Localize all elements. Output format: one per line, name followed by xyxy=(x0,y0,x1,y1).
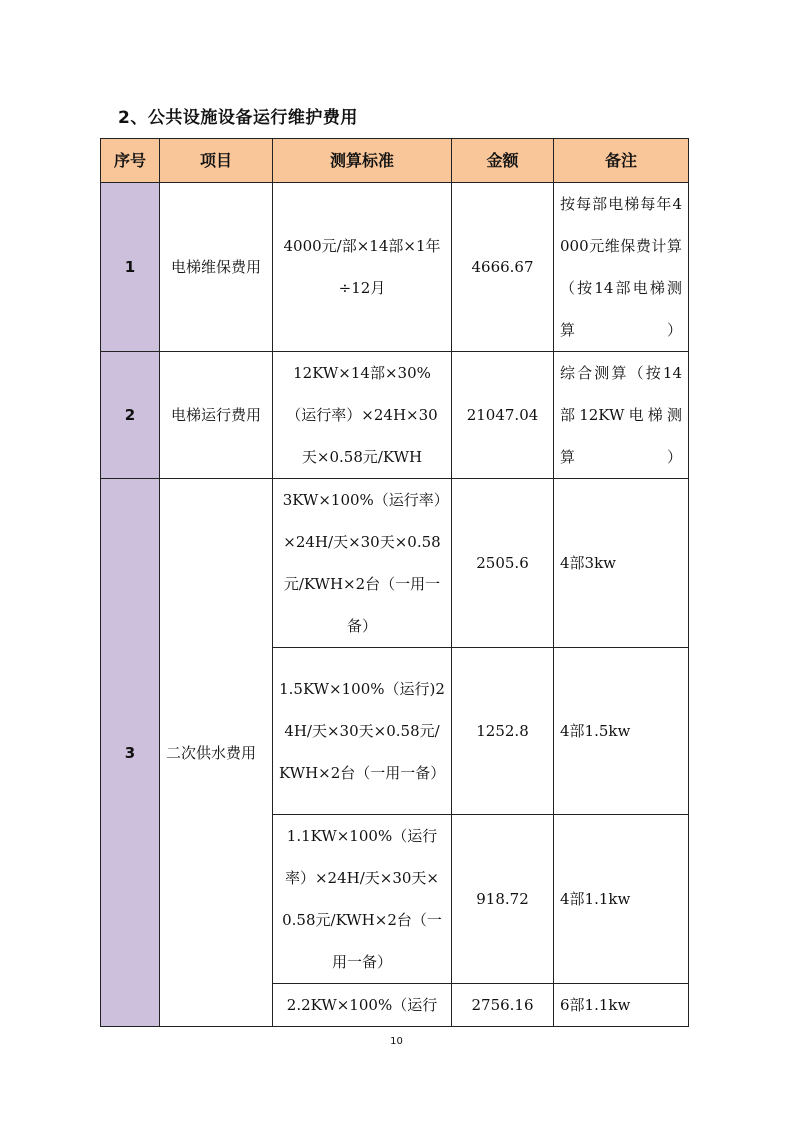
row-seq: 1 xyxy=(101,183,160,352)
page-number: 10 xyxy=(390,1036,403,1047)
row-note: 按每部电梯每年4000元维保费计算（按14部电梯测算） xyxy=(554,183,689,352)
row-amount: 2756.16 xyxy=(452,984,554,1027)
row-note: 6部1.1kw xyxy=(554,984,689,1027)
row-amount: 1252.8 xyxy=(452,648,554,815)
row-standard: 4000元/部×14部×1年÷12月 xyxy=(273,183,452,352)
table-row xyxy=(101,183,689,352)
row-amount: 2505.6 xyxy=(452,479,554,648)
section-heading: 2、公共设施设备运行维护费用 xyxy=(118,108,358,128)
table-header-row xyxy=(101,139,689,183)
row-standard: 1.1KW×100%（运行率）×24H/天×30天×0.58元/KWH×2台（一用一备） xyxy=(273,815,452,984)
row-standard: 2.2KW×100%（运行 xyxy=(273,984,452,1027)
row-amount: 4666.67 xyxy=(452,183,554,352)
row-note: 4部1.1kw xyxy=(554,815,689,984)
row-note: 4部1.5kw xyxy=(554,648,689,815)
table-row xyxy=(101,479,689,648)
row-standard: 1.5KW×100%（运行)24H/天×30天×0.58元/KWH×2台（一用一备） xyxy=(273,648,452,815)
row-standard: 12KW×14部×30%（运行率）×24H×30天×0.58元/KWH xyxy=(273,352,452,479)
fee-table xyxy=(100,138,689,1027)
row-note: 综合测算（按14部12KW电梯测算） xyxy=(554,352,689,479)
header-amount: 金额 xyxy=(452,139,554,183)
row-note: 4部3kw xyxy=(554,479,689,648)
header-standard: 测算标准 xyxy=(273,139,452,183)
header-note: 备注 xyxy=(554,139,689,183)
header-seq: 序号 xyxy=(101,139,160,183)
table-row xyxy=(101,352,689,479)
row-amount: 918.72 xyxy=(452,815,554,984)
row-item: 电梯维保费用 xyxy=(160,183,273,352)
row-item: 二次供水费用 xyxy=(160,479,273,1027)
row-seq: 3 xyxy=(101,479,160,1027)
header-item: 项目 xyxy=(160,139,273,183)
row-item: 电梯运行费用 xyxy=(160,352,273,479)
row-seq: 2 xyxy=(101,352,160,479)
row-amount: 21047.04 xyxy=(452,352,554,479)
row-standard: 3KW×100%（运行率）×24H/天×30天×0.58元/KWH×2台（一用一备） xyxy=(273,479,452,648)
